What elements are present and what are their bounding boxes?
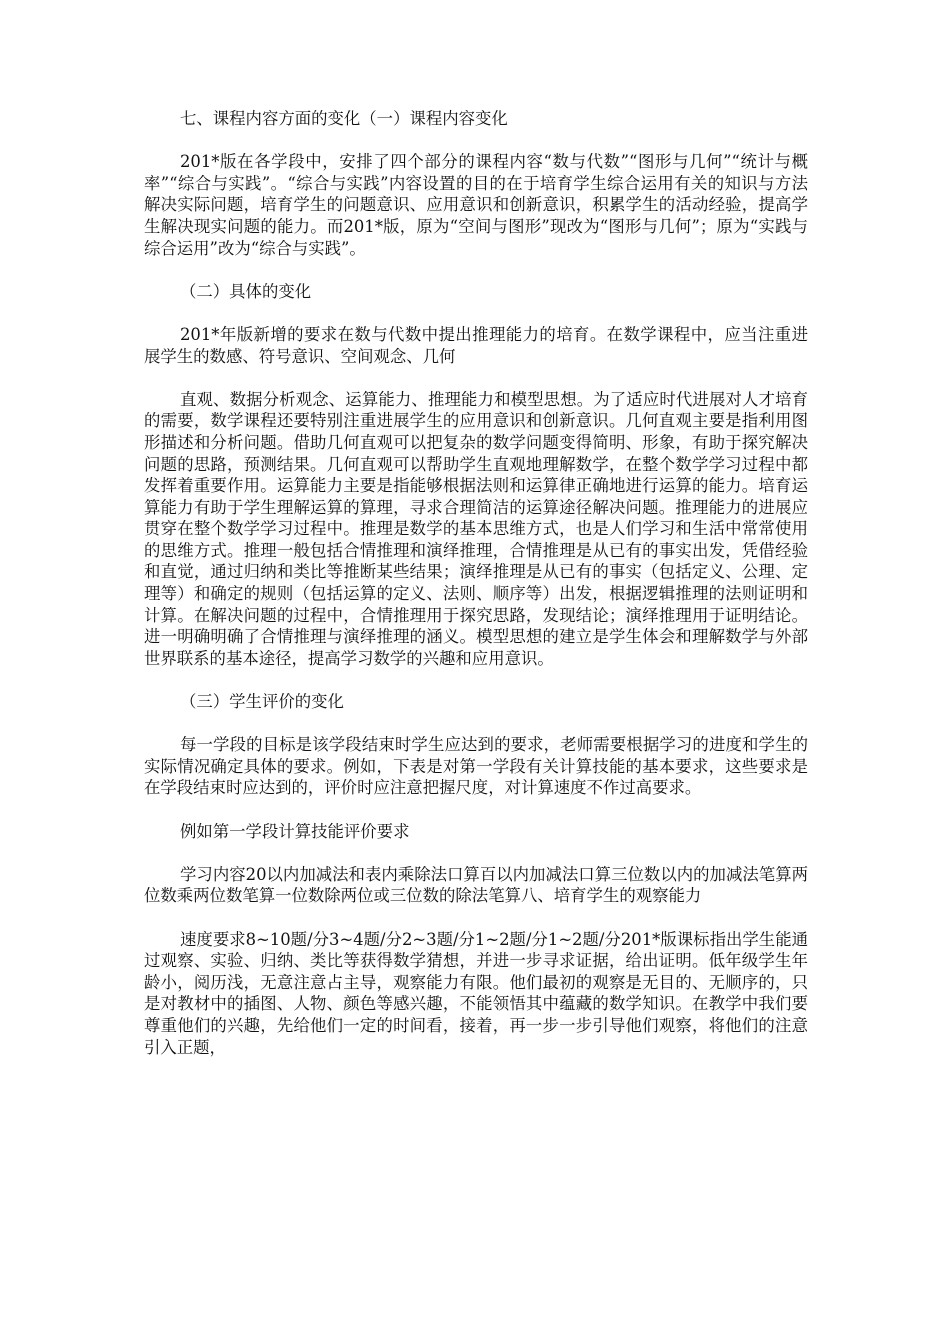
paragraph-curriculum-content: 201*版在各学段中，安排了四个部分的课程内容“数与代数”“图形与几何”“统计与概率”“综合与实践”。“综合与实践”内容设置的目的在于培育学生综合运用有关的知识与方法解决实际问题，培育学生的问题意识、应用意识和创新意识，积累学生的活动经验，提高学生解决现实问题的能力。而201*版，原为“空间与图形”现改为“图形与几何”；原为“实践与综合运用”改为“综合与实践”。 (144, 152, 808, 258)
table-caption: 例如第一学段计算技能评价要求 (180, 821, 410, 841)
paragraph-learning-content: 学习内容20以内加减法和表内乘除法口算百以内加减法口算三位数以内的加减法笔算两位数乘两位数笔算一位数除两位或三位数的除法笔算八、培育学生的观察能力 (144, 864, 808, 906)
paragraph-speed-requirements: 速度要求8~10题/分3~4题/分2~3题/分1~2题/分1~2题/分201*版课标指出学生能通过观察、实验、归纳、类比等获得数学猜想，并进一步寻求证据，给出证明。低年级学生年龄小，阅历浅，无意注意占主导，观察能力有限。他们最初的观察是无目的、无顺序的，只是对教材中的插图、人物、颜色等感兴趣，不能领悟其中蕴藏的数学知识。在教学中我们要尊重他们的兴趣，先给他们一定的时间看，接着，再一步一步引导他们观察，将他们的注意引入正题， (144, 929, 808, 1057)
document-body (144, 108, 808, 1080)
subheading-student-evaluation: （三）学生评价的变化 (180, 692, 344, 712)
paragraph-new-requirements: 201*年版新增的要求在数与代数中提出推理能力的培育。在数学课程中，应当注重进展学生的数感、符号意识、空间观念、几何 (144, 324, 808, 366)
paragraph-abilities: 直观、数据分析观念、运算能力、推理能力和模型思想。为了适应时代进展对人才培育的需要，数学课程还要特别注重进展学生的应用意识和创新意识。几何直观主要是指利用图形描述和分析问题。借助几何直观可以把复杂的数学问题变得简明、形象，有助于探究解决问题的思路，预测结果。几何直观可以帮助学生直观地理解数学，在整个数学学习过程中都发挥着重要作用。运算能力主要是指能够根据法则和运算律正确地进行运算的能力。培育运算能力有助于学生理解运算的算理，寻求合理简洁的运算途径解决问题。推理能力的进展应贯穿在整个数学学习过程中。推理是数学的基本思维方式，也是人们学习和生活中常常使用的思维方式。推理一般包括合情推理和演绎推理，合情推理是从已有的事实出发，凭借经验和直觉，通过归纳和类比等推断某些结果；演绎推理是从已有的事实（包括定义、公理、定理等）和确定的规则（包括运算的定义、法则、顺序等）出发，根据逻辑推理的法则证明和计算。在解决问题的过程中，合情推理用于探究思路，发现结论；演绎推理用于证明结论。进一明确明确了合情推理与演绎推理的涵义。模型思想的建立是学生体会和理解数学与外部世界联系的基本途径，提高学习数学的兴趣和应用意识。 (144, 389, 808, 668)
subheading-specific-changes: （二）具体的变化 (180, 281, 312, 301)
paragraph-stage-goals: 每一学段的目标是该学段结束时学生应达到的要求，老师需要根据学习的进度和学生的实际情况确定具体的要求。例如，下表是对第一学段有关计算技能的基本要求，这些要求是在学段结束时应达到的，评价时应注意把握尺度，对计算速度不作过高要求。 (144, 735, 808, 798)
section-heading-7: 七、课程内容方面的变化（一）课程内容变化 (180, 109, 508, 128)
